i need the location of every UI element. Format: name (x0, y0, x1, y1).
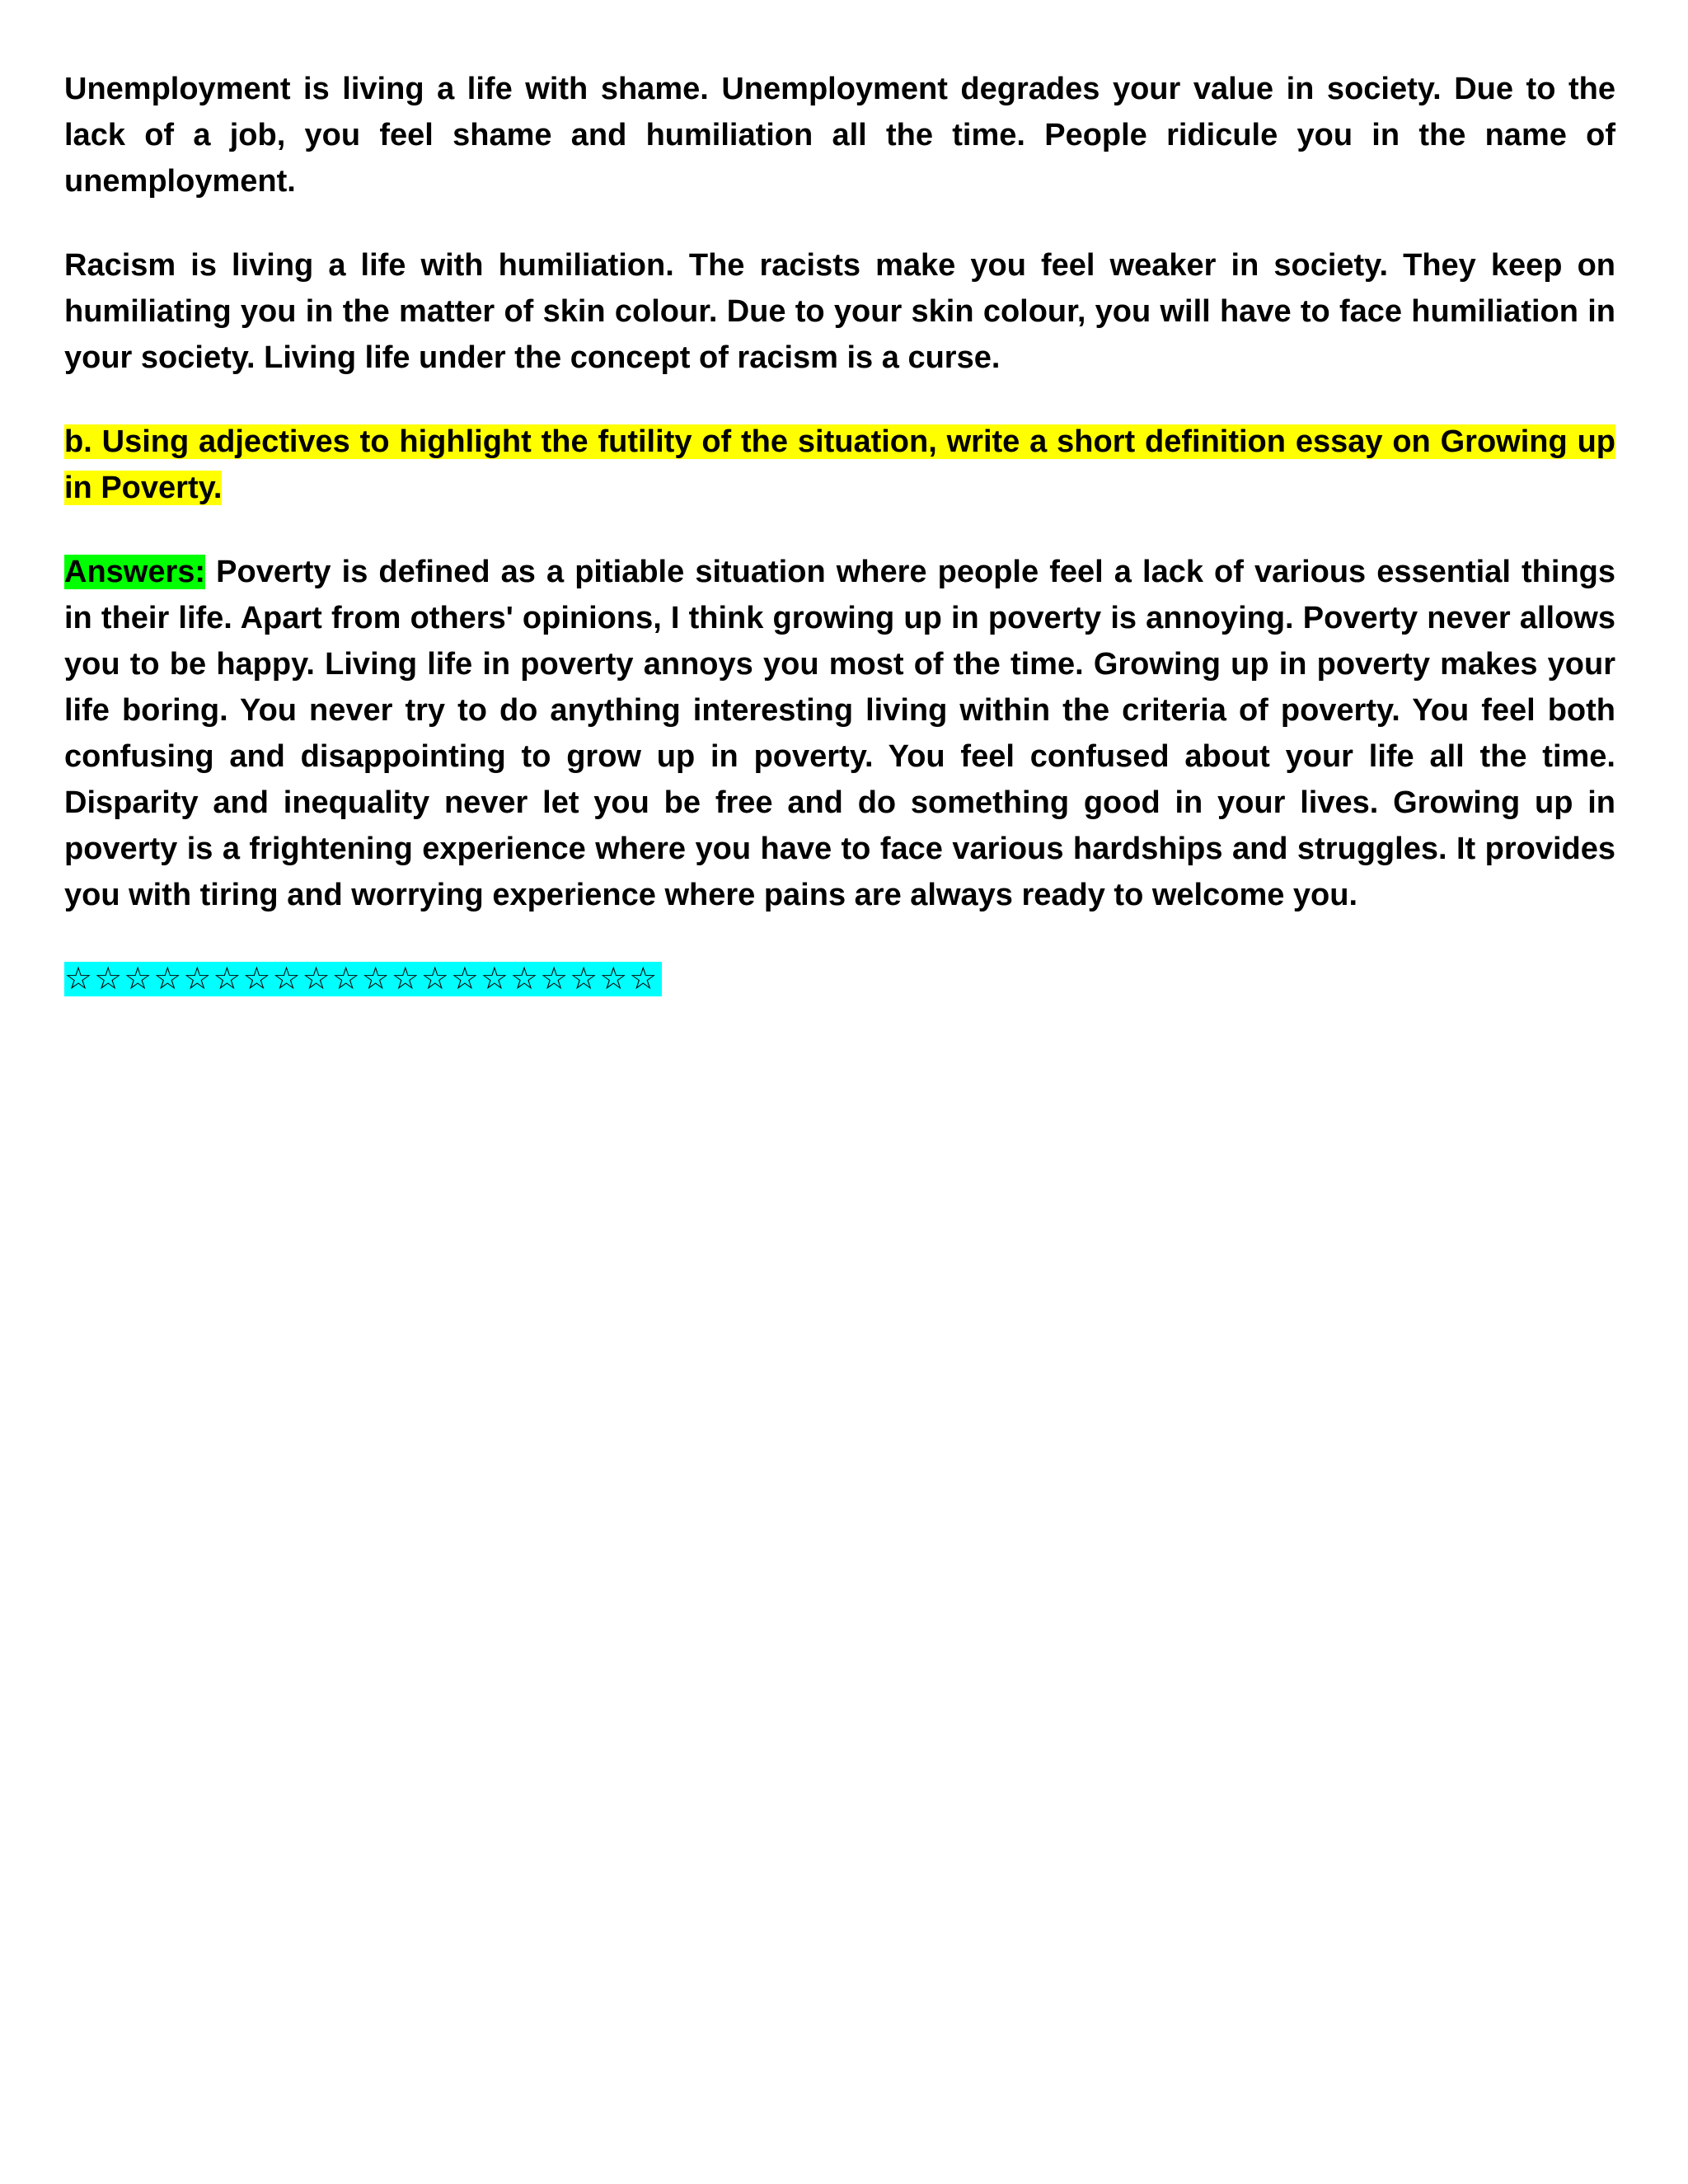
answer-label: Answers: (64, 555, 206, 589)
question-b (64, 419, 1615, 511)
answer-text: Poverty is defined as a pitiable situation where people feel a lack of various essential things in their life. Apart from others' opinions, I think growing up in poverty is annoying. Poverty never allows you to be happy. Living life in poverty annoys you most of the time. Growing up in poverty makes your life boring. You never try to do anything interesting living within the criteria of poverty. You feel both confusing and disappointing to grow up in poverty. You feel confused about your life all the time. Disparity and inequality never let you be free and do something good in your lives. Growing up in poverty is a frightening experience where you have to face various hardships and struggles. It provides you with tiring and worrying experience where pains are always ready to welcome you. (64, 555, 1615, 912)
question-b-text: b. Using adjectives to highlight the futility of the situation, write a short definition essay on Growing up in Poverty. (64, 424, 1615, 505)
star-divider-line (64, 956, 1615, 1002)
paragraph-unemployment: Unemployment is living a life with shame. Unemployment degrades your value in society. Due to the lack of a job, you feel shame and humiliation all the time. People ridicule you in the name of unemployment. (64, 72, 1615, 199)
answer-paragraph (64, 549, 1615, 918)
paragraph-racism: Racism is living a life with humiliation. The racists make you feel weaker in society. They keep on humiliating you in the matter of skin colour. Due to your skin colour, you will have to face humiliation in your society. Living life under the concept of racism is a curse. (64, 248, 1615, 375)
star-divider: ☆☆☆☆☆☆☆☆☆☆☆☆☆☆☆☆☆☆☆☆ (64, 962, 662, 996)
document-page (64, 66, 1615, 1040)
